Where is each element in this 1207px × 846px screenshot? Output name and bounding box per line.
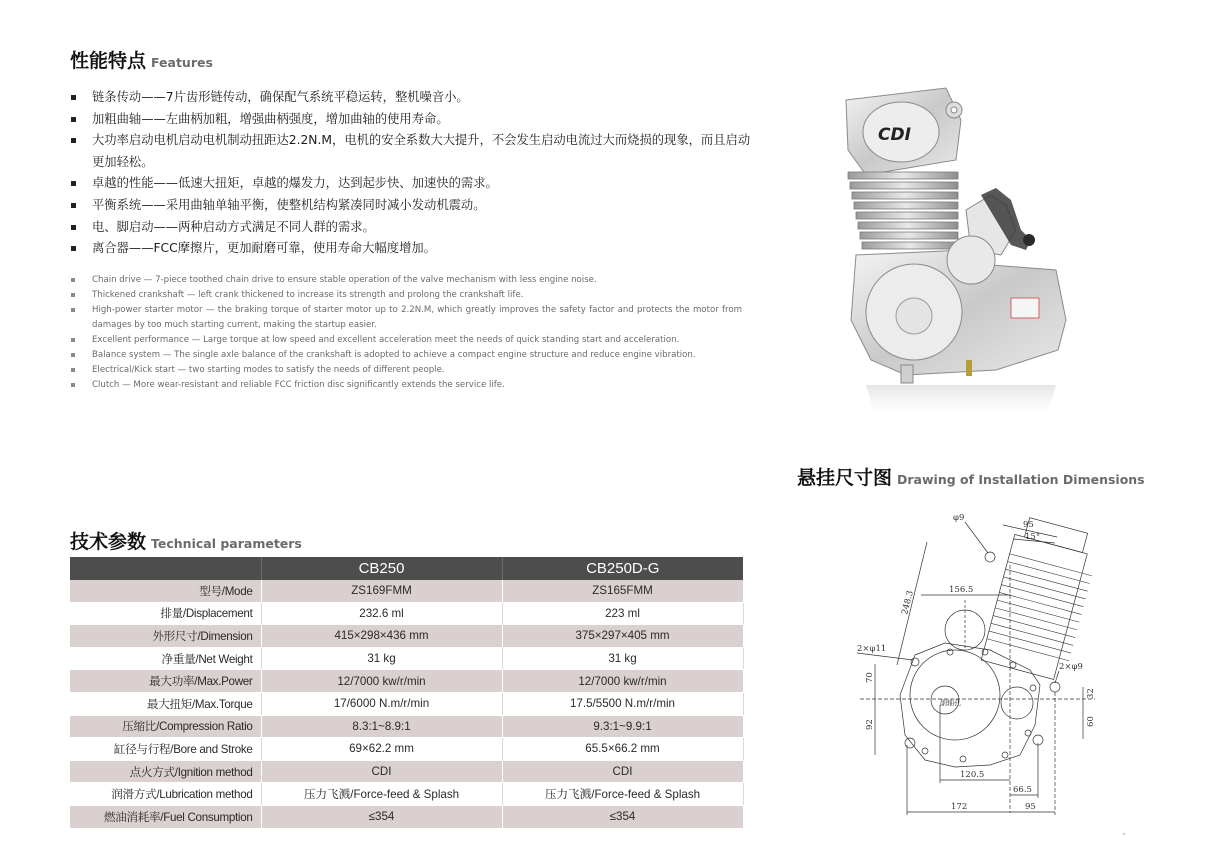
svg-text:32: 32	[1086, 688, 1096, 699]
svg-text:70: 70	[865, 672, 875, 683]
table-row: 排量/Displacement 232.6 ml 223 ml	[70, 602, 743, 625]
svg-text:248.3: 248.3	[900, 589, 916, 616]
feature-item-en: Electrical/Kick start — two starting modes to satisfy the needs of different people.	[70, 363, 742, 378]
feature-item-zh: 电、脚启动——两种启动方式满足不同人群的需求。	[70, 217, 760, 239]
table-row: 最大扭矩/Max.Torque 17/6000 N.m/r/min 17.5/5500 N.m/r/min	[70, 692, 743, 715]
feature-item-en: High-power starter motor — the braking torque of starter motor up to 2.2N.M, which greatly improves the safety factor and protects the motor from damages by too much starting current, making the startup easier.	[70, 303, 742, 333]
table-row: 外形尺寸/Dimension 415×298×436 mm 375×297×405 mm	[70, 625, 743, 648]
svg-text:172: 172	[951, 802, 968, 812]
svg-text:156.5: 156.5	[949, 585, 974, 595]
bullet-icon	[71, 278, 75, 282]
features-title-zh: 性能特点	[70, 50, 147, 72]
feature-item-zh: 加粗曲轴——左曲柄加粗，增强曲柄强度，增加曲轴的使用寿命。	[70, 109, 760, 131]
feature-item-zh: 平衡系统——采用曲轴单轴平衡，使整机结构紧凑同时减小发动机震动。	[70, 195, 760, 217]
feature-item-zh: 离合器——FCC摩擦片，更加耐磨可靠，使用寿命大幅度增加。	[70, 238, 760, 260]
technical-drawing-icon	[845, 505, 1100, 825]
table-header-row	[70, 557, 743, 580]
bullet-icon	[71, 225, 76, 230]
column-header-cb250: CB250	[261, 557, 502, 580]
features-list-zh	[70, 87, 760, 260]
bullet-icon	[71, 338, 75, 342]
table-row: 型号/Mode ZS169FMM ZS165FMM	[70, 580, 743, 602]
technical-heading	[70, 527, 302, 554]
svg-text:60: 60	[1086, 716, 1096, 727]
column-header-label	[70, 557, 261, 580]
svg-text:92: 92	[865, 719, 875, 730]
bullet-icon	[71, 95, 76, 100]
bullet-icon	[71, 368, 75, 372]
drawing-heading	[797, 463, 1145, 490]
bullet-icon	[71, 246, 76, 251]
technical-title-zh: 技术参数	[70, 531, 147, 553]
svg-text:120.5: 120.5	[960, 770, 985, 780]
table-row: 压缩比/Compression Ratio 8.3:1~8.9:1 9.3:1~9.9:1	[70, 715, 743, 738]
bullet-icon	[71, 293, 75, 297]
table-row: 燃油消耗率/Fuel Consumption ≤354 ≤354	[70, 805, 743, 828]
bullet-icon	[71, 181, 76, 186]
column-header-cb250dg: CB250D-G	[502, 557, 743, 580]
spec-table	[70, 557, 744, 829]
bullet-icon	[71, 203, 76, 208]
svg-text:15°: 15°	[1025, 532, 1041, 542]
bullet-icon	[71, 353, 75, 357]
feature-item-zh: 大功率启动电机启动电机制动扭距达2.2N.M，电机的安全系数大大提升，不会发生启动电流过大而烧损的现象，而且启动更加轻松。	[70, 130, 760, 173]
svg-text:2×φ9: 2×φ9	[1059, 662, 1083, 672]
svg-text:95: 95	[1025, 802, 1036, 812]
table-row: 净重量/Net Weight 31 kg 31 kg	[70, 647, 743, 670]
technical-title-en: Technical parameters	[151, 536, 302, 551]
svg-text:CDI: CDI	[878, 125, 911, 145]
table-row: 润滑方式/Lubrication method 压力飞溅/Force-feed & Splash 压力飞溅/Force-feed & Splash	[70, 783, 743, 806]
engine-photo	[826, 80, 1076, 420]
feature-item-en: Excellent performance — Large torque at low speed and excellent acceleration meet the needs of quick standing start and acceleration.	[70, 333, 742, 348]
svg-text:φ9: φ9	[953, 513, 965, 523]
feature-item-en: Clutch — More wear-resistant and reliable FCC friction disc significantly extends the service life.	[70, 378, 742, 393]
feature-item-en: Chain drive — 7-piece toothed chain drive to ensure stable operation of the valve mechanism with less engine noise.	[70, 273, 742, 288]
table-row: 点火方式/Ignition method CDI CDI	[70, 760, 743, 783]
feature-item-en: Thickened crankshaft — left crank thickened to increase its strength and prolong the crankshaft life.	[70, 288, 742, 303]
feature-item-en: Balance system — The single axle balance of the crankshaft is adopted to achieve a compact engine structure and reduce engine vibration.	[70, 348, 742, 363]
features-list-en	[70, 273, 742, 393]
feature-item-zh: 卓越的性能——低速大扭矩，卓越的爆发力，达到起步快、加速快的需求。	[70, 173, 760, 195]
installation-dimensions-drawing	[845, 505, 1100, 825]
svg-text:95: 95	[1023, 520, 1034, 530]
svg-text:66.5: 66.5	[1013, 785, 1032, 795]
svg-text:2×φ11: 2×φ11	[857, 644, 887, 654]
bullet-icon	[71, 138, 76, 143]
engine-icon	[826, 80, 1076, 420]
page-dot	[1123, 833, 1125, 835]
table-row: 最大功率/Max.Power 12/7000 kw/r/min 12/7000 kw/r/min	[70, 670, 743, 693]
svg-text:副轴孔: 副轴孔	[940, 699, 961, 707]
drawing-title-zh: 悬挂尺寸图	[797, 467, 893, 489]
drawing-title-en: Drawing of Installation Dimensions	[897, 472, 1145, 487]
table-row: 缸径与行程/Bore and Stroke 69×62.2 mm 65.5×66.2 mm	[70, 738, 743, 761]
bullet-icon	[71, 308, 75, 312]
features-title-en: Features	[151, 55, 213, 70]
bullet-icon	[71, 383, 75, 387]
bullet-icon	[71, 117, 76, 122]
features-heading	[70, 46, 213, 73]
feature-item-zh: 链条传动——7片齿形链传动，确保配气系统平稳运转，整机噪音小。	[70, 87, 760, 109]
